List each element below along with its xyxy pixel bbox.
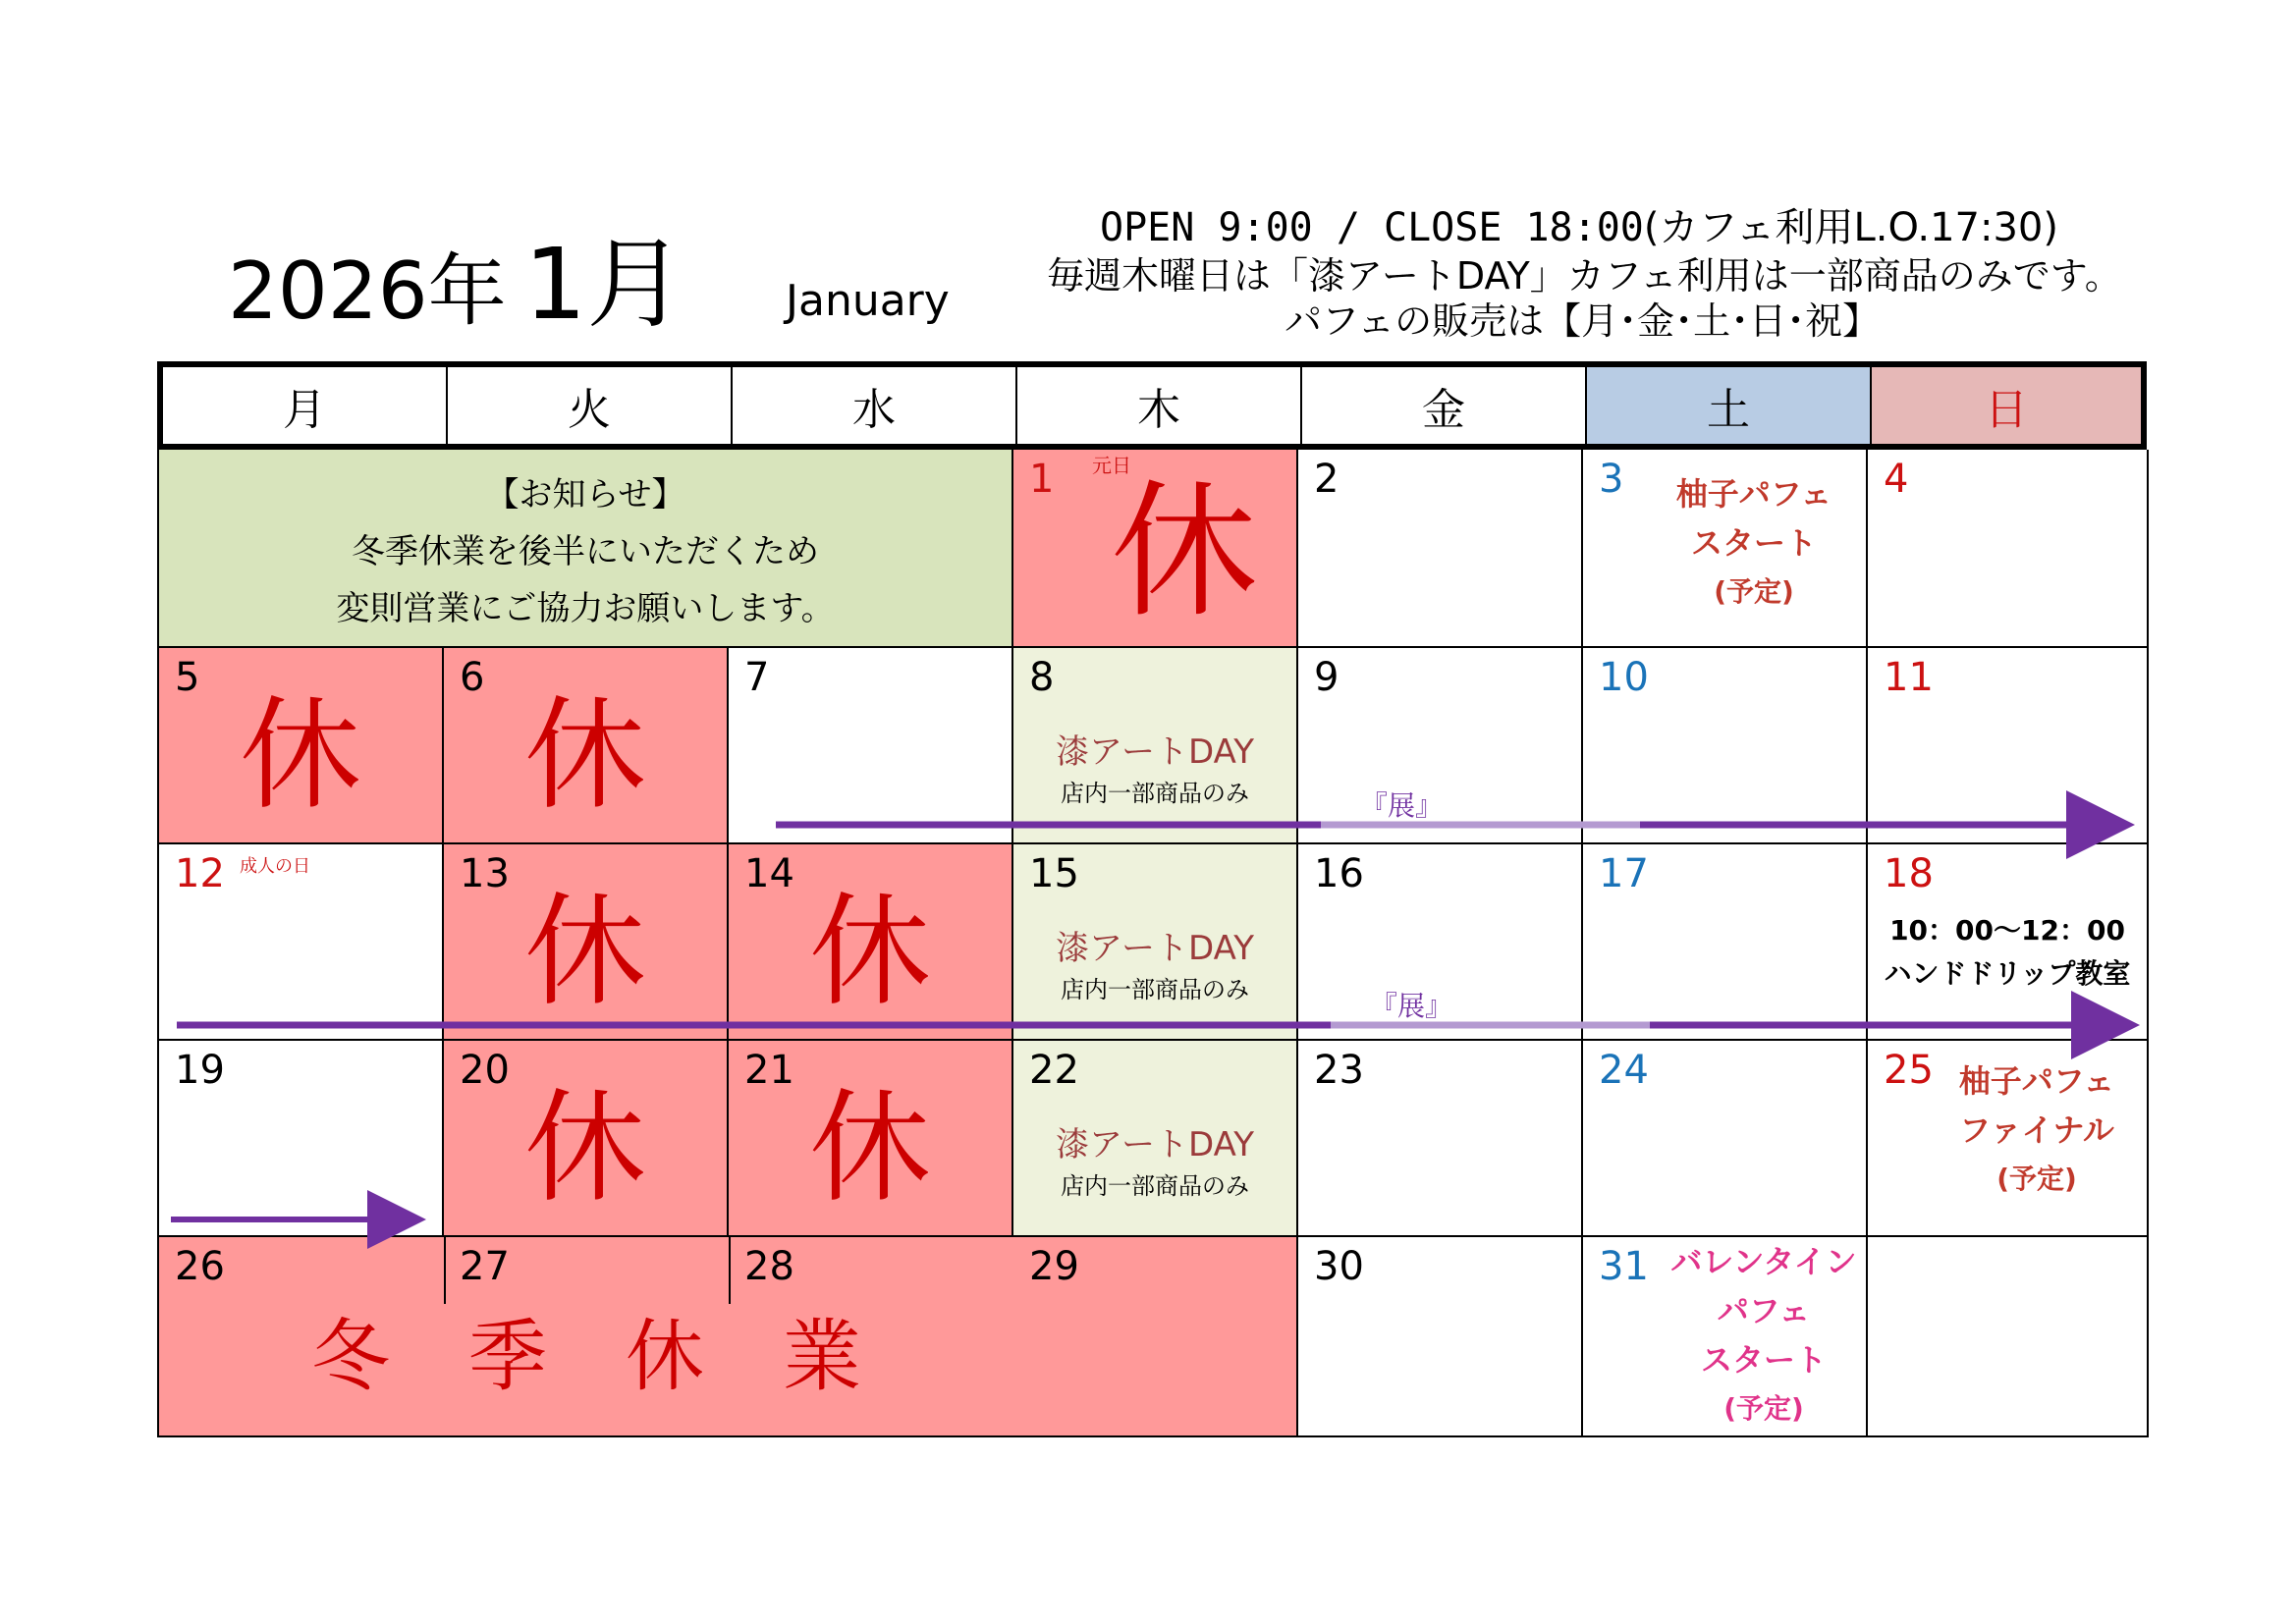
event-yuzu-start: スタート: [1690, 524, 1817, 562]
day-number: 7: [744, 655, 770, 700]
notice-line2: 変則営業にご協力お願いします。: [336, 589, 835, 628]
event-valentine: バレンタイン: [1670, 1243, 1857, 1280]
day-number: 23: [1314, 1048, 1364, 1093]
closed-mark: 休: [523, 685, 646, 827]
day-number: 24: [1599, 1048, 1649, 1093]
day-number: 3: [1599, 457, 1624, 502]
event-drip-class: ハンドドリップ教室: [1884, 957, 2131, 990]
weekday-tue: 火: [448, 367, 733, 444]
closed-mark: 休: [1110, 467, 1258, 638]
day-number: 9: [1314, 655, 1339, 700]
closed-mark: 休: [523, 1078, 646, 1219]
art-day-sub: 店内一部商品のみ: [1061, 976, 1249, 1003]
notice-title: 【お知らせ】: [485, 475, 685, 514]
weekday-wed: 水: [733, 367, 1017, 444]
day-number: 22: [1029, 1048, 1079, 1093]
notice-line1: 冬季休業を後半にいただくため: [352, 532, 819, 571]
day-number: 5: [175, 655, 200, 700]
day-number: 4: [1884, 457, 1909, 502]
month-label: 1月: [523, 227, 685, 342]
art-day-title: 漆アートDAY: [1056, 1125, 1254, 1164]
day-number: 15: [1029, 851, 1079, 896]
day-number: 21: [744, 1048, 794, 1093]
closed-mark: 休: [808, 882, 931, 1023]
event-yuzu-start: (予定): [1714, 575, 1794, 608]
day-number: 31: [1599, 1244, 1649, 1289]
closed-mark: 休: [808, 1078, 931, 1219]
art-day-title: 漆アートDAY: [1056, 732, 1254, 772]
holiday-label: 元日: [1092, 454, 1131, 477]
event-yuzu-start: 柚子パフェ: [1675, 475, 1832, 513]
weekday-thu: 木: [1017, 367, 1302, 444]
day-number: 30: [1314, 1244, 1364, 1289]
weekday-mon: 月: [163, 367, 448, 444]
winter-closure-label: 冬 季 休 業: [311, 1311, 861, 1402]
month-english: January: [786, 276, 950, 326]
event-valentine: スタート: [1700, 1341, 1827, 1379]
day-number: 28: [744, 1244, 794, 1289]
day-number: 20: [460, 1048, 510, 1093]
event-drip-time: 10：00～12：00: [1889, 914, 2125, 947]
exhibition-label: 『展』: [1370, 990, 1453, 1022]
day-number: 14: [744, 851, 794, 896]
art-day-title: 漆アートDAY: [1056, 929, 1254, 968]
event-valentine: パフェ: [1717, 1292, 1811, 1329]
art-day-sub: 店内一部商品のみ: [1061, 780, 1249, 807]
year-label: 2026年: [228, 245, 507, 337]
day-number: 19: [175, 1048, 225, 1093]
day-number: 16: [1314, 851, 1364, 896]
event-valentine: (予定): [1723, 1392, 1804, 1425]
exhibition-label: 『展』: [1360, 789, 1444, 822]
day-number: 6: [460, 655, 485, 700]
day-number: 12: [175, 851, 225, 896]
day-number: 26: [175, 1244, 225, 1289]
cafe-last-order: (カフェ利用L.O.17:30): [1643, 205, 2058, 250]
art-day-sub: 店内一部商品のみ: [1061, 1172, 1249, 1200]
closed-mark: 休: [523, 882, 646, 1023]
day-number: 1: [1029, 457, 1055, 502]
day-number: 2: [1314, 457, 1339, 502]
event-yuzu-final: (予定): [1996, 1163, 2077, 1195]
weekday-fri: 金: [1302, 367, 1587, 444]
event-yuzu-final: 柚子パフェ: [1958, 1062, 2115, 1100]
day-number: 18: [1884, 851, 1934, 896]
day-number: 27: [460, 1244, 510, 1289]
weekday-sat: 土: [1587, 367, 1872, 444]
thursday-notice: 毎週木曜日は「漆アートDAY」カフェ利用は一部商品のみです。: [1047, 254, 2122, 298]
open-close-hours: OPEN 9:00 / CLOSE 18:00: [1100, 205, 1644, 250]
event-yuzu-final: ファイナル: [1959, 1111, 2114, 1149]
day-number: 17: [1599, 851, 1649, 896]
day-number: 8: [1029, 655, 1055, 700]
closed-mark: 休: [239, 685, 361, 827]
day-number: 13: [460, 851, 510, 896]
weekday-sun: 日: [1872, 367, 2141, 444]
parfait-notice: パフェの販売は【月･金･土･日･祝】: [1285, 299, 1881, 343]
day-number: 10: [1599, 655, 1649, 700]
day-number: 11: [1884, 655, 1934, 700]
holiday-label: 成人の日: [240, 856, 310, 877]
day-number: 25: [1884, 1048, 1934, 1093]
day-number: 29: [1029, 1244, 1079, 1289]
